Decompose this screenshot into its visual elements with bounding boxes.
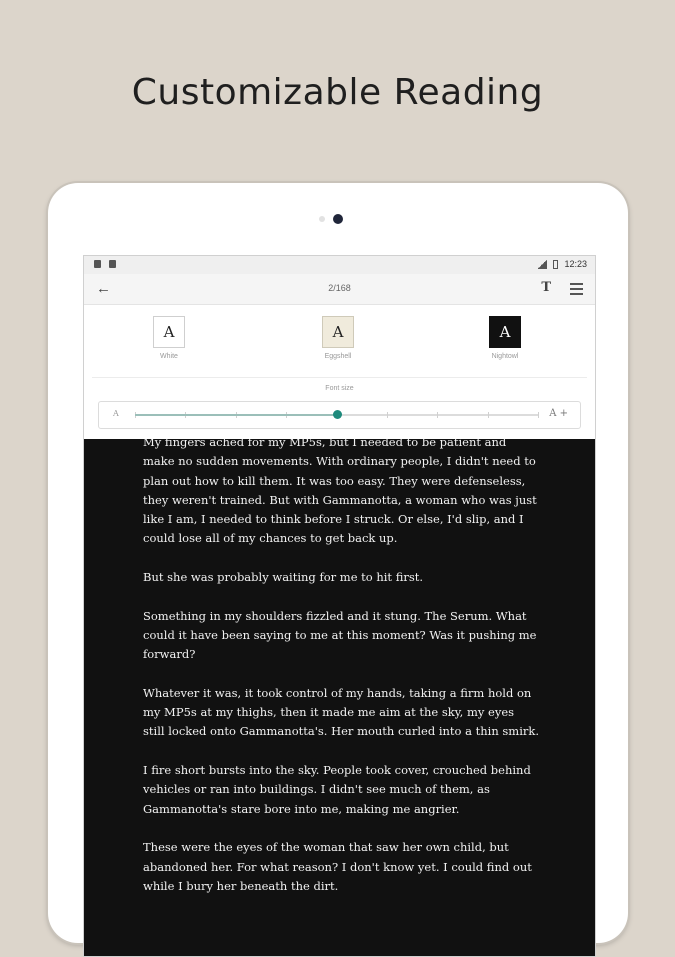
font-size-slider[interactable]: [98, 401, 581, 429]
theme-nightowl[interactable]: [470, 316, 540, 360]
status-time: 12:23: [564, 259, 587, 269]
font-size-label: Font size: [325, 385, 354, 392]
paragraph: My fingers ached for my MP5s, but I needed to be patient and make no sudden movements. With ordinary people, I didn't need to plan out how to kill them. It was too easy. They were defenseless, they weren't trained. But with Gammanotta, a woman who was just like I am, I needed to think before I struck. Or else, I'd slip, and I could lose all of my chances to get back up.: [143, 439, 537, 546]
notification-icon: [94, 260, 101, 268]
theme-label: Eggshell: [324, 353, 352, 360]
paragraph: These were the eyes of the woman that saw her own child, but abandoned her. For what reason? I don't know yet. I could find out while I bury her beneath the dirt.: [143, 840, 532, 893]
slider-tick: [538, 412, 539, 418]
slider-tick: [387, 412, 388, 418]
theme-eggshell[interactable]: [303, 316, 373, 360]
theme-white-swatch: A: [153, 316, 185, 348]
signal-icon: [537, 260, 547, 269]
slider-track[interactable]: [135, 414, 538, 416]
paragraph: But she was probably waiting for me to hit first.: [143, 570, 424, 585]
status-bar: [84, 256, 595, 274]
paragraph: Whatever it was, it took control of my hands, taking a firm hold on my MP5s at my thighs, then it made me aim at the sky, my eyes still locked onto Gammanotta's. Her mouth curled into a thin smirk.: [143, 685, 540, 739]
page-indicator: 2/168: [328, 283, 351, 293]
decrease-font-icon[interactable]: A: [113, 409, 119, 418]
sensor-dot: [319, 216, 325, 222]
slider-fill: [135, 414, 337, 416]
camera-icon: [333, 214, 343, 224]
paragraph: I fire short bursts into the sky. People took cover, crouched behind vehicles or ran into buildings. I didn't see much of them, as Gammanotta's stare bore into me, making me angrier.: [143, 763, 531, 816]
slider-tick: [437, 412, 438, 418]
theme-label: Nightowl: [491, 353, 519, 360]
theme-white[interactable]: [134, 316, 204, 360]
battery-icon: [553, 260, 558, 269]
font-settings-icon[interactable]: 𝐓: [541, 280, 551, 295]
theme-eggshell-swatch: A: [322, 316, 354, 348]
slider-tick: [488, 412, 489, 418]
paragraph: Something in my shoulders fizzled and it stung. The Serum. What could it have been saying to me at this moment? Was it pushing me forward?: [143, 608, 537, 662]
device-screen: [83, 255, 596, 957]
back-arrow-icon[interactable]: ←: [96, 280, 111, 297]
tablet-frame: [48, 183, 628, 943]
reader-page[interactable]: [84, 439, 595, 957]
reader-toolbar: [84, 274, 595, 305]
headline: Customizable Reading: [131, 72, 544, 113]
table-of-contents-icon[interactable]: [570, 283, 583, 298]
divider: [92, 377, 587, 378]
theme-label: White: [160, 353, 178, 360]
increase-font-icon[interactable]: A +: [549, 408, 568, 419]
reader-text: [143, 439, 539, 915]
theme-nightowl-swatch: A: [489, 316, 521, 348]
notification-icon: [109, 260, 116, 268]
reading-settings-panel: [84, 305, 595, 440]
slider-thumb[interactable]: [333, 410, 342, 419]
